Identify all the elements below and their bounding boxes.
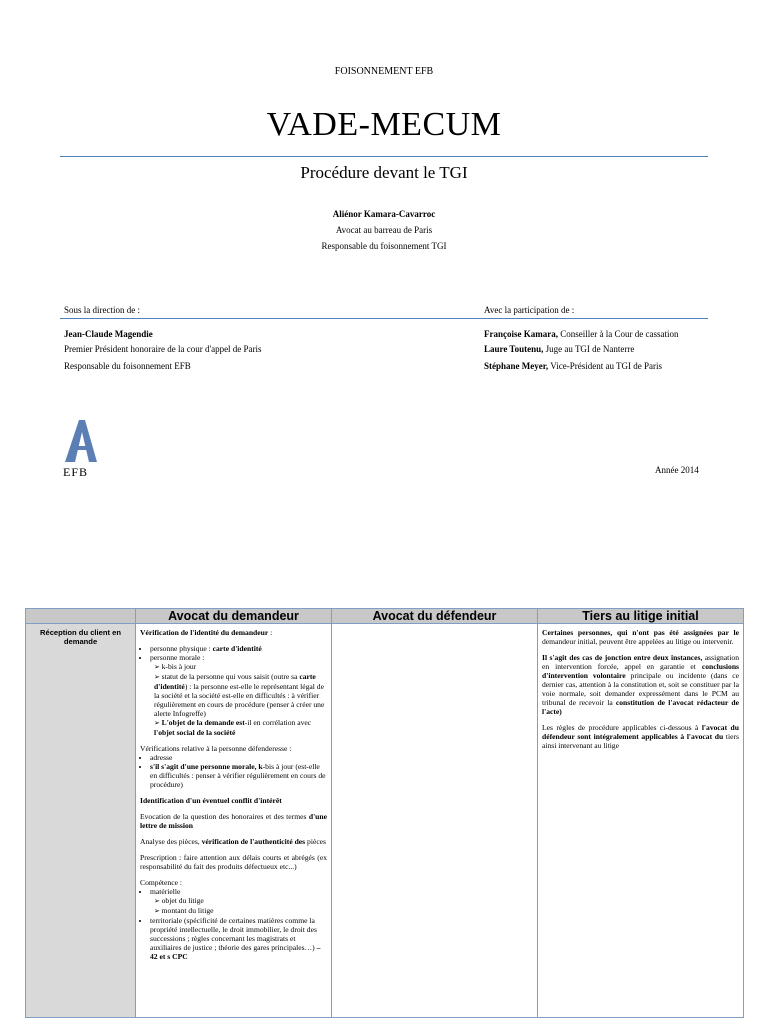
director-name: Jean-Claude Magendie [64, 329, 153, 339]
author-line-1: Avocat au barreau de Paris [335, 225, 433, 235]
participant-3: Stéphane Meyer, Vice-Président au TGI de Paris [484, 361, 663, 371]
table-header-tiers: Tiers au litige initial [538, 609, 744, 624]
title-divider [60, 156, 708, 157]
document-title: VADE-MECUM [266, 106, 502, 143]
cell-demandeur: Vérification de l'identité du demandeur : • personne physique : carte d'identité • personne morale : ➢ k-bis à jour ➢ statut de la personne qui vous saisit (outre sa carte d'identité) : la personne est-elle le représentant légal de la société et la société est-elle en difficultés : à vérifier régulièrement en cours de procédure (penser à créer une alerte Infogreffe) ➢ L'objet de la demande est-il en corrélation avec l'objet social de la société Vérifications relative à la personne défenderesse : • adresse • s'il s'agit d'une personne morale, k-bis à jour (est-elle en difficultés : penser à vérifier régulièrement en cours de procédure) Identification d'un éventuel conflit d'intérêt Evocation de la question des honoraires et des termes d'une lettre de mission Analyse des pièces, vérification de l'authenticité des pièces Prescription : faire attention aux délais courts et abrégés (ex responsabilité du fait des produits défectueux etc...) Compétence : • matérielle ➢ objet du litige ➢ montant du litige • territoriale (spécificité de certaines matières comme la propriété intellectuelle, le droit immobilier, le droit des successions ; règles concernant les magistrats et auxiliaires de justice ; théorie des gares principales…) – 42 et s CPC [136, 624, 332, 1018]
efb-logo-text: EFB [63, 465, 89, 479]
director-role: Premier Président honoraire de la cour d'appel de Paris [64, 344, 262, 354]
credits-divider [60, 318, 708, 319]
participation-label: Avec la participation de : [484, 305, 575, 315]
table-header-empty [26, 609, 136, 624]
cell-tiers: Certaines personnes, qui n'ont pas été assignées par le demandeur initial, peuvent être appelées au litige ou intervenir. Il s'agit des cas de jonction entre deux instances, assignation en intervention forcée, appel en garantie et conclusions d'intervention volontaire principale ou incidente (dans ce dernier cas, attention à la constitution et, soit se constituer par la voie normale, soit demander expressément dans le PCM au tribunal de recevoir la constitution de l'avocat rédacteur de l'acte) Les règles de procédure applicables ci-dessous à l'avocat du défendeur sont intégralement applicables à l'avocat du tiers ainsi intervenant au litige [538, 624, 744, 1018]
participant-2: Laure Toutenu, Juge au TGI de Nanterre [484, 344, 635, 354]
table-header-row [26, 609, 744, 624]
author-line-2: Responsable du foisonnement TGI [321, 241, 447, 251]
table-header-demandeur: Avocat du demandeur [136, 609, 332, 624]
table-row [26, 624, 744, 1018]
document-subtitle: Procédure devant le TGI [300, 163, 468, 182]
procedure-table [25, 608, 744, 1018]
table-header-defendeur: Avocat du défendeur [332, 609, 538, 624]
participant-1: Françoise Kamara, Conseiller à la Cour de cassation [484, 329, 679, 339]
cell-defendeur [332, 624, 538, 1018]
header-top-label: FOISONNEMENT EFB [334, 66, 434, 77]
efb-logo [63, 418, 99, 479]
row-head-reception: Réception du client en demande [26, 624, 136, 1018]
director-extra: Responsable du foisonnement EFB [64, 361, 191, 371]
efb-logo-mark-icon [63, 418, 99, 462]
year-label: Année 2014 [655, 465, 699, 475]
author-name: Aliénor Kamara-Cavarroc [332, 209, 436, 219]
direction-label: Sous la direction de : [64, 305, 140, 315]
